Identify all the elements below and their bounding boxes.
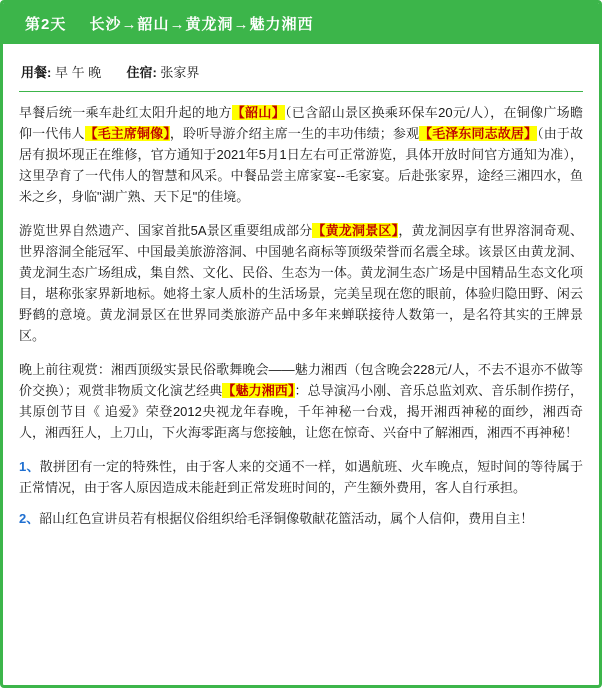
note-list [19, 456, 583, 529]
stay-value: 张家界 [160, 65, 200, 80]
day-label: 第2天 [25, 16, 67, 33]
meal-value: 早 午 晚 [54, 65, 102, 80]
paragraph-text: 游览世界自然遗产、国家首批5A景区重要组成部分 [19, 223, 313, 238]
itinerary-body [3, 44, 599, 549]
paragraph-text: 早餐后统一乘车赴红太阳升起的地方 [19, 105, 232, 120]
attraction-highlight: 【韶山】 [231, 105, 285, 120]
route-label: 长沙→韶山→黄龙洞→魅力湘西 [89, 16, 314, 33]
note-text: 韶山红色宣讲员若有根据仪俗组织给毛泽铜像敬献花篮活动，属个人信仰，费用自主！ [39, 511, 534, 526]
meal-and-stay-row [19, 58, 583, 92]
attraction-highlight: 【毛主席铜像】 [84, 126, 170, 141]
attraction-highlight: 【黄龙洞景区】 [312, 223, 399, 238]
paragraph-text: 晚上前往观赏：湘西顶级实景民俗歌舞晚会——魅力湘西（包含晚会228元/人，不去不退亦不做等价交换）；观赏非物质文化演艺经典 [19, 362, 583, 398]
paragraph-text: ，聆听导游介绍主席一生的丰功伟绩；参观 [169, 126, 420, 141]
itinerary-paragraph [19, 220, 583, 346]
itinerary-paragraph [19, 359, 583, 443]
paragraph-text: ，黄龙洞因享有世界溶洞奇观、世界溶洞全能冠军、中国最美旅游溶洞、中国驰名商标等顶级荣誉而名震全球。该景区由黄龙洞、黄龙洞生态广场组成，集自然、文化、民俗、生态为一体。黄龙洞生态广场是中国精品生态文化项目，堪称张家界新地标。她将土家人质朴的生活场景，完美呈现在您的眼前，体验归隐田野、闲云野鹤的意境。黄龙洞景区在世界同类旅游产品中多年来蝉联接待人数第一，是名符其实的王牌景区。 [19, 223, 583, 343]
paragraph-text: （由于故居有损坏现正在维修，官方通知于2021年5月1日左右可正常游览，具体开放时间官方通知为准），这里孕育了一代伟人的智慧和风采。中餐品尝主席家宴--毛家宴。后赴张家界，途经三湘四水，鱼米之乡，身临"湖广熟、天下足"的佳境。 [19, 126, 583, 204]
note-number: 1、 [19, 459, 40, 474]
attraction-highlight: 【魅力湘西】 [222, 383, 295, 398]
paragraph-text: ：总导演冯小刚、音乐总监刘欢、音乐制作捞仔，其原创节目《 追爱》荣登2012央视龙年春晚，千年神秘一台戏，揭开湘西神秘的面纱，湘西奇人，湘西狂人，上刀山，下火海零距离与您接触，让您在惊奇、兴奋中了解湘西，湘西不再神秘！ [19, 383, 583, 440]
note-number: 2、 [19, 511, 40, 526]
paragraph-text: （已含韶山景区换乘环保车20元/人），在铜像广场瞻仰一代伟人 [19, 105, 583, 141]
meal-label: 用餐: [21, 65, 52, 80]
itinerary-note [19, 456, 583, 498]
stay-label: 住宿: [126, 65, 157, 80]
itinerary-paragraph [19, 102, 583, 207]
attraction-highlight: 【毛泽东同志故居】 [419, 126, 538, 141]
paragraph-list [19, 102, 583, 443]
day-header [3, 3, 599, 44]
itinerary-note [19, 508, 583, 529]
note-text: 散拼团有一定的特殊性，由于客人来的交通不一样，如遇航班、火车晚点，短时间的等待属于正常情况，由于客人原因造成未能赶到正常发班时间的，产生额外费用，客人自行承担。 [19, 459, 583, 495]
